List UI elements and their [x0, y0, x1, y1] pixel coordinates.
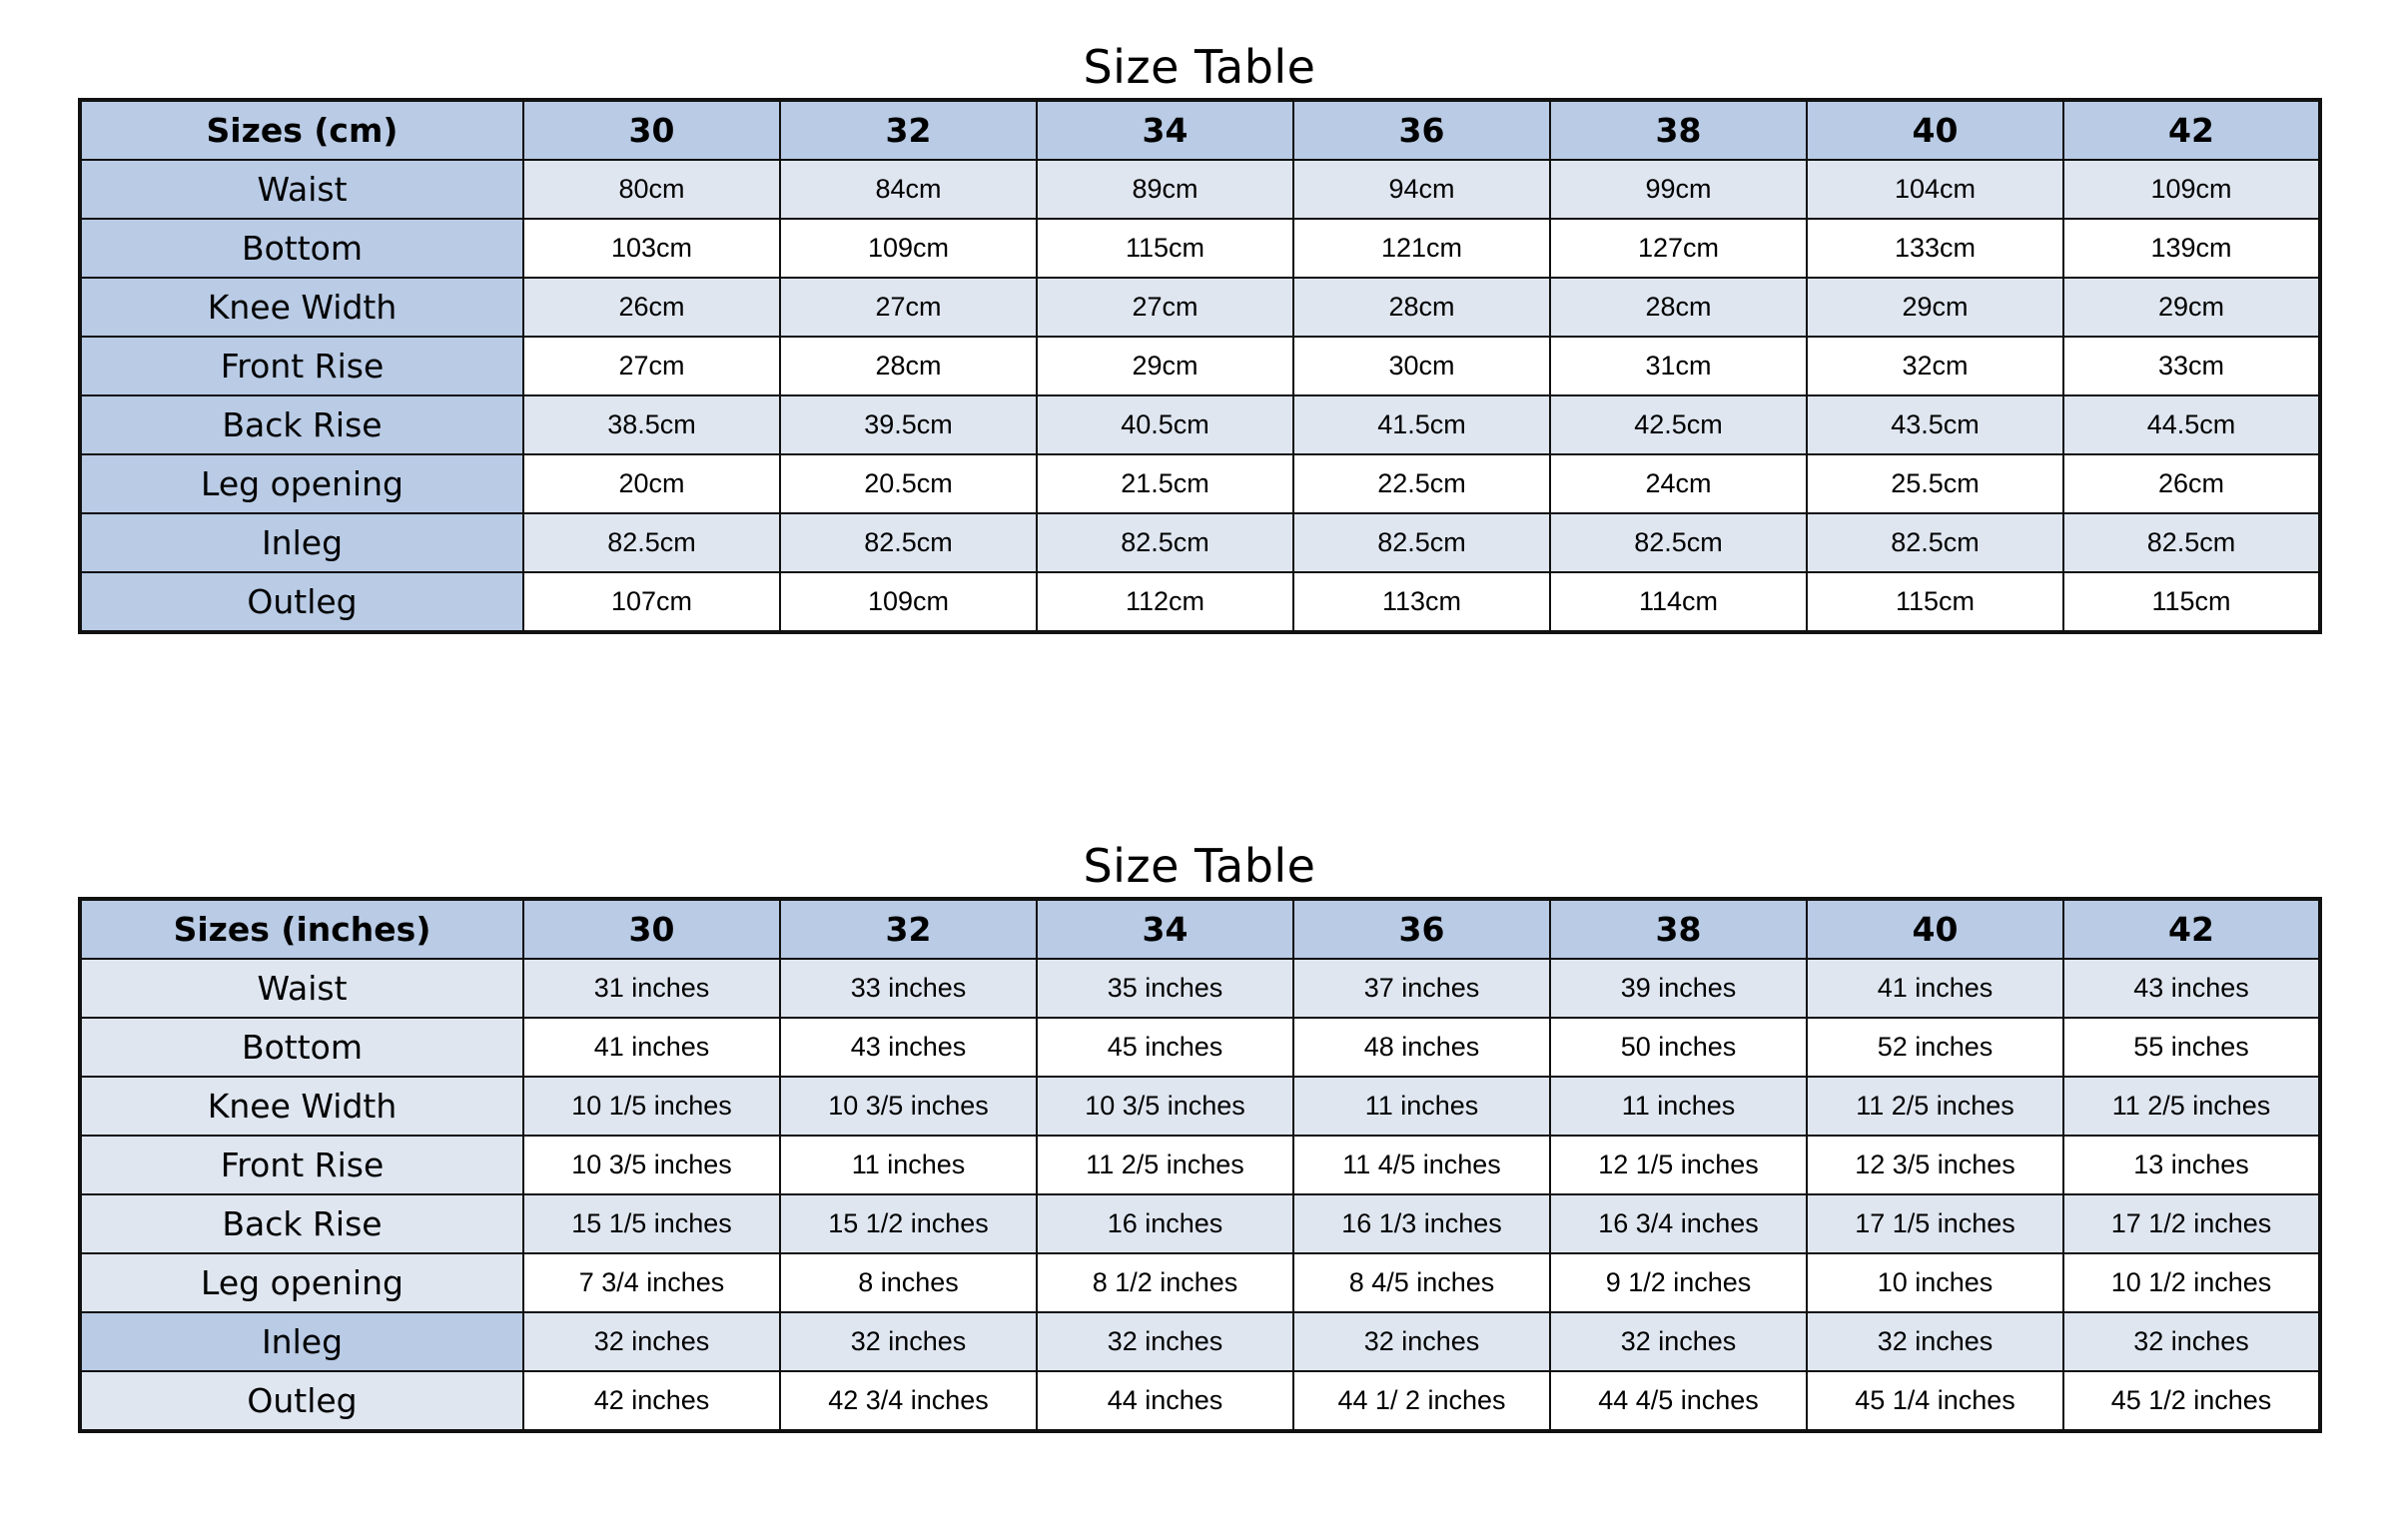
table-cell: 133cm — [1807, 219, 2063, 278]
table-cell: 35 inches — [1037, 959, 1293, 1018]
size-header-cell: 40 — [1807, 899, 2063, 959]
table-cell: 82.5cm — [2063, 513, 2320, 572]
row-label: Knee Width — [80, 278, 523, 337]
table-cell: 115cm — [1807, 572, 2063, 632]
table-cell: 45 1/2 inches — [2063, 1371, 2320, 1431]
table-cell: 48 inches — [1293, 1018, 1550, 1077]
table-cell: 89cm — [1037, 160, 1293, 219]
table-cell: 107cm — [523, 572, 780, 632]
table-cell: 40.5cm — [1037, 395, 1293, 454]
row-label: Knee Width — [80, 1077, 523, 1136]
table-cell: 20cm — [523, 454, 780, 513]
table-cell: 25.5cm — [1807, 454, 2063, 513]
table-cell: 28cm — [1293, 278, 1550, 337]
size-header-cell: 42 — [2063, 899, 2320, 959]
row-label: Waist — [80, 160, 523, 219]
table-cell: 30cm — [1293, 337, 1550, 395]
table-cell: 33 inches — [780, 959, 1037, 1018]
table-cell: 32 inches — [1550, 1312, 1807, 1371]
table-cell: 41.5cm — [1293, 395, 1550, 454]
row-label: Leg opening — [80, 1253, 523, 1312]
table-cell: 11 2/5 inches — [1807, 1077, 2063, 1136]
table-cell: 39 inches — [1550, 959, 1807, 1018]
table-cell: 12 1/5 inches — [1550, 1136, 1807, 1194]
table-cell: 82.5cm — [523, 513, 780, 572]
table-cell: 32 inches — [2063, 1312, 2320, 1371]
table-cell: 8 1/2 inches — [1037, 1253, 1293, 1312]
table-cell: 15 1/5 inches — [523, 1194, 780, 1253]
table-cell: 16 1/3 inches — [1293, 1194, 1550, 1253]
table-cell: 82.5cm — [780, 513, 1037, 572]
table-row — [80, 337, 2320, 395]
header-label-cell: Sizes (inches) — [80, 899, 523, 959]
table-row — [80, 1077, 2320, 1136]
table-cell: 26cm — [2063, 454, 2320, 513]
table-row — [80, 454, 2320, 513]
size-header-cell: 34 — [1037, 100, 1293, 160]
table-cell: 33cm — [2063, 337, 2320, 395]
row-label: Waist — [80, 959, 523, 1018]
row-label: Inleg — [80, 513, 523, 572]
table-cell: 104cm — [1807, 160, 2063, 219]
table-cell: 10 3/5 inches — [780, 1077, 1037, 1136]
table-cell: 10 1/5 inches — [523, 1077, 780, 1136]
table-cell: 11 2/5 inches — [1037, 1136, 1293, 1194]
table-row — [80, 1136, 2320, 1194]
size-header-cell: 30 — [523, 899, 780, 959]
row-label: Bottom — [80, 1018, 523, 1077]
table-cell: 113cm — [1293, 572, 1550, 632]
table-cell: 29cm — [1037, 337, 1293, 395]
table-cell: 44 1/ 2 inches — [1293, 1371, 1550, 1431]
size-header-cell: 34 — [1037, 899, 1293, 959]
table-row — [80, 219, 2320, 278]
table-cell: 82.5cm — [1807, 513, 2063, 572]
table-cell: 29cm — [1807, 278, 2063, 337]
table-cell: 10 1/2 inches — [2063, 1253, 2320, 1312]
table-cell: 27cm — [1037, 278, 1293, 337]
header-label-cell: Sizes (cm) — [80, 100, 523, 160]
table-cell: 139cm — [2063, 219, 2320, 278]
size-table-inches-title: Size Table — [1083, 839, 1316, 893]
table-cell: 44 inches — [1037, 1371, 1293, 1431]
table-cell: 99cm — [1550, 160, 1807, 219]
table-cell: 109cm — [780, 219, 1037, 278]
size-table-cm-section — [78, 36, 2321, 634]
size-header-cell: 36 — [1293, 100, 1550, 160]
table-cell: 16 inches — [1037, 1194, 1293, 1253]
size-header-cell: 40 — [1807, 100, 2063, 160]
row-label: Front Rise — [80, 1136, 523, 1194]
table-row — [80, 1018, 2320, 1077]
table-cell: 52 inches — [1807, 1018, 2063, 1077]
table-cell: 28cm — [780, 337, 1037, 395]
row-label: Front Rise — [80, 337, 523, 395]
size-header-cell: 38 — [1550, 100, 1807, 160]
table-cell: 11 4/5 inches — [1293, 1136, 1550, 1194]
size-table-cm — [78, 98, 2322, 634]
table-row — [80, 513, 2320, 572]
row-label: Outleg — [80, 1371, 523, 1431]
size-header-cell: 30 — [523, 100, 780, 160]
table-cell: 50 inches — [1550, 1018, 1807, 1077]
table-cell: 11 inches — [1293, 1077, 1550, 1136]
table-cell: 41 inches — [1807, 959, 2063, 1018]
table-cell: 17 1/5 inches — [1807, 1194, 2063, 1253]
table-cell: 32cm — [1807, 337, 2063, 395]
table-row — [80, 395, 2320, 454]
table-cell: 10 3/5 inches — [523, 1136, 780, 1194]
table-cell: 45 inches — [1037, 1018, 1293, 1077]
size-table-inches-section — [78, 835, 2321, 1433]
table-cell: 32 inches — [1293, 1312, 1550, 1371]
table-cell: 10 3/5 inches — [1037, 1077, 1293, 1136]
table-cell: 82.5cm — [1293, 513, 1550, 572]
header-row — [80, 899, 2320, 959]
table-cell: 16 3/4 inches — [1550, 1194, 1807, 1253]
table-cell: 94cm — [1293, 160, 1550, 219]
table-cell: 15 1/2 inches — [780, 1194, 1037, 1253]
table-cell: 31cm — [1550, 337, 1807, 395]
table-cell: 115cm — [2063, 572, 2320, 632]
size-header-cell: 32 — [780, 100, 1037, 160]
table-row — [80, 1253, 2320, 1312]
row-label: Outleg — [80, 572, 523, 632]
size-header-cell: 42 — [2063, 100, 2320, 160]
table-cell: 84cm — [780, 160, 1037, 219]
table-cell: 32 inches — [1037, 1312, 1293, 1371]
table-cell: 12 3/5 inches — [1807, 1136, 2063, 1194]
table-row — [80, 959, 2320, 1018]
table-cell: 29cm — [2063, 278, 2320, 337]
table-cell: 44.5cm — [2063, 395, 2320, 454]
table-cell: 43.5cm — [1807, 395, 2063, 454]
header-row — [80, 100, 2320, 160]
table-cell: 26cm — [523, 278, 780, 337]
size-header-cell: 38 — [1550, 899, 1807, 959]
table-row — [80, 160, 2320, 219]
table-cell: 55 inches — [2063, 1018, 2320, 1077]
table-cell: 13 inches — [2063, 1136, 2320, 1194]
row-label: Back Rise — [80, 395, 523, 454]
table-row — [80, 1194, 2320, 1253]
table-cell: 109cm — [780, 572, 1037, 632]
row-label: Back Rise — [80, 1194, 523, 1253]
table-cell: 38.5cm — [523, 395, 780, 454]
table-row — [80, 1312, 2320, 1371]
row-label: Bottom — [80, 219, 523, 278]
table-cell: 27cm — [780, 278, 1037, 337]
table-cell: 22.5cm — [1293, 454, 1550, 513]
size-table-cm-title: Size Table — [1083, 40, 1316, 94]
size-header-cell: 32 — [780, 899, 1037, 959]
table-cell: 80cm — [523, 160, 780, 219]
table-cell: 28cm — [1550, 278, 1807, 337]
table-cell: 42 3/4 inches — [780, 1371, 1037, 1431]
table-cell: 32 inches — [1807, 1312, 2063, 1371]
table-cell: 11 inches — [1550, 1077, 1807, 1136]
table-cell: 24cm — [1550, 454, 1807, 513]
table-cell: 109cm — [2063, 160, 2320, 219]
table-cell: 21.5cm — [1037, 454, 1293, 513]
table-cell: 8 inches — [780, 1253, 1037, 1312]
table-cell: 127cm — [1550, 219, 1807, 278]
table-cell: 115cm — [1037, 219, 1293, 278]
table-cell: 32 inches — [780, 1312, 1037, 1371]
size-table-inches — [78, 897, 2322, 1433]
table-cell: 20.5cm — [780, 454, 1037, 513]
table-cell: 9 1/2 inches — [1550, 1253, 1807, 1312]
size-header-cell: 36 — [1293, 899, 1550, 959]
table-cell: 11 inches — [780, 1136, 1037, 1194]
table-cell: 37 inches — [1293, 959, 1550, 1018]
table-row — [80, 1371, 2320, 1431]
table-cell: 17 1/2 inches — [2063, 1194, 2320, 1253]
table-cell: 114cm — [1550, 572, 1807, 632]
row-label: Leg opening — [80, 454, 523, 513]
table-cell: 10 inches — [1807, 1253, 2063, 1312]
table-row — [80, 278, 2320, 337]
table-cell: 43 inches — [780, 1018, 1037, 1077]
table-cell: 32 inches — [523, 1312, 780, 1371]
table-cell: 42.5cm — [1550, 395, 1807, 454]
table-cell: 7 3/4 inches — [523, 1253, 780, 1312]
table-cell: 43 inches — [2063, 959, 2320, 1018]
table-cell: 41 inches — [523, 1018, 780, 1077]
table-cell: 31 inches — [523, 959, 780, 1018]
table-cell: 39.5cm — [780, 395, 1037, 454]
table-row — [80, 572, 2320, 632]
table-cell: 45 1/4 inches — [1807, 1371, 2063, 1431]
table-cell: 112cm — [1037, 572, 1293, 632]
table-cell: 44 4/5 inches — [1550, 1371, 1807, 1431]
table-cell: 42 inches — [523, 1371, 780, 1431]
table-cell: 8 4/5 inches — [1293, 1253, 1550, 1312]
table-cell: 121cm — [1293, 219, 1550, 278]
table-cell: 82.5cm — [1550, 513, 1807, 572]
row-label: Inleg — [80, 1312, 523, 1371]
table-cell: 27cm — [523, 337, 780, 395]
table-cell: 82.5cm — [1037, 513, 1293, 572]
table-cell: 103cm — [523, 219, 780, 278]
table-cell: 11 2/5 inches — [2063, 1077, 2320, 1136]
